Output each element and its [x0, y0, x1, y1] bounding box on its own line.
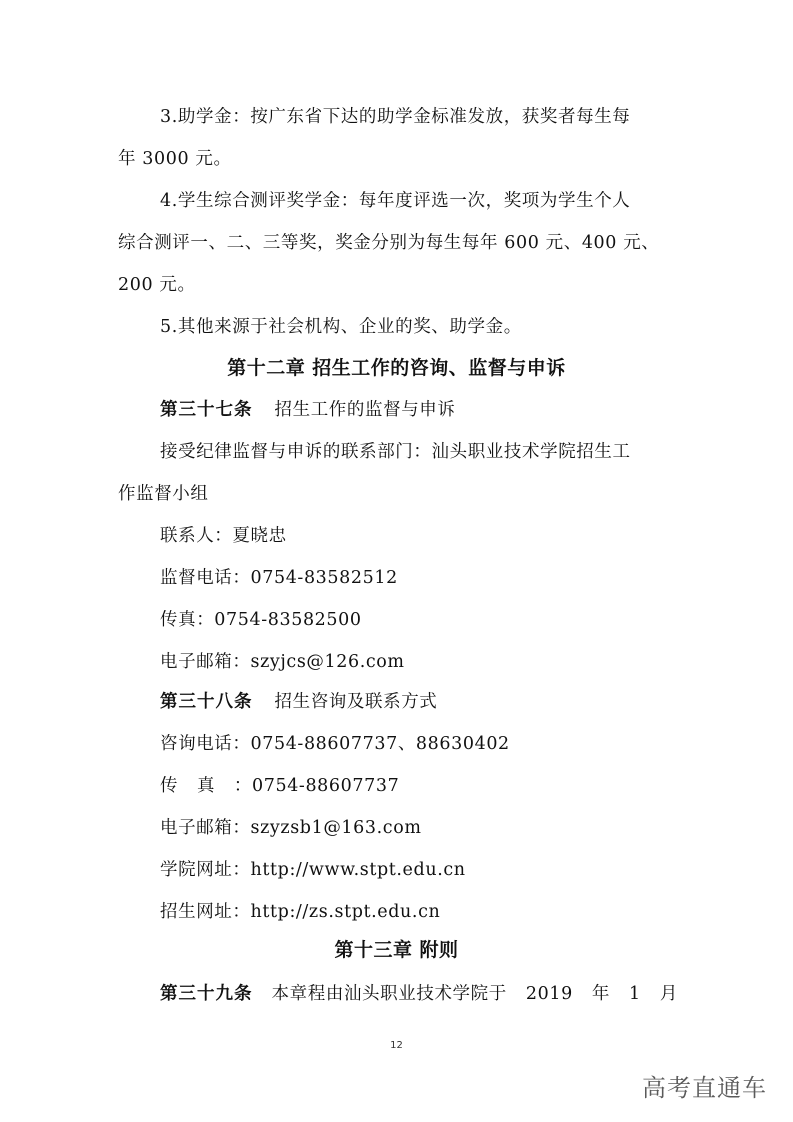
article37-email: 电子邮箱：szyjcs@126.com: [160, 652, 405, 672]
article38-website: 学院网址：http://www.stpt.edu.cn: [160, 860, 466, 880]
item3-line1: 3.助学金：按广东省下达的助学金标准发放，获奖者每生每: [160, 107, 631, 127]
item3-line2: 年 3000 元。: [118, 149, 232, 169]
article37-fax: 传真：0754-83582500: [160, 610, 362, 630]
article39-month-num: 1: [629, 984, 641, 1004]
item4-line1: 4.学生综合测评奖学金：每年度评选一次，奖项为学生个人: [160, 191, 631, 211]
article39-label: 第三十九条: [160, 984, 253, 1004]
article39-text-1: 本章程由汕头职业技术学院于: [271, 984, 507, 1004]
item4-line3: 200 元。: [118, 275, 196, 295]
article39-line1: [160, 980, 720, 1008]
article38-title: 招生咨询及联系方式: [274, 692, 438, 712]
article39-text-2: 年: [591, 984, 610, 1004]
chapter12-title: 第十二章 招生工作的咨询、监督与申诉: [227, 357, 566, 379]
article38-fax-label: 传真：: [160, 776, 252, 796]
page-number: 12: [390, 1040, 403, 1051]
article37-dept-line2: 作监督小组: [118, 484, 209, 504]
item4-line2: 综合测评一、二、三等奖，奖金分别为每生每年 600 元、400 元、: [118, 233, 660, 253]
article39-year: 2019: [525, 984, 573, 1004]
article37-phone: 监督电话：0754-83582512: [160, 568, 398, 588]
article38-heading: [160, 688, 720, 716]
article38-label: 第三十八条: [160, 692, 253, 712]
article38-fax: [160, 772, 720, 800]
article38-fax-value: 0754-88607737: [252, 776, 400, 796]
article39-text-3: 月: [659, 984, 678, 1004]
article38-phone: 咨询电话：0754-88607737、88630402: [160, 734, 510, 754]
article37-heading: [160, 396, 720, 424]
article37-contact: 联系人：夏晓忠: [160, 526, 287, 546]
article38-admission-site: 招生网址：http://zs.stpt.edu.cn: [160, 902, 441, 922]
article37-title: 招生工作的监督与申诉: [274, 400, 456, 420]
watermark-text: 高考直通车: [642, 1074, 767, 1102]
article37-label: 第三十七条: [160, 400, 253, 420]
article38-email: 电子邮箱：szyzsb1@163.com: [160, 818, 422, 838]
chapter13-title: 第十三章 附则: [334, 939, 459, 961]
article37-dept-line1: 接受纪律监督与申诉的联系部门：汕头职业技术学院招生工: [160, 442, 631, 462]
item5-line1: 5.其他来源于社会机构、企业的奖、助学金。: [160, 317, 522, 337]
